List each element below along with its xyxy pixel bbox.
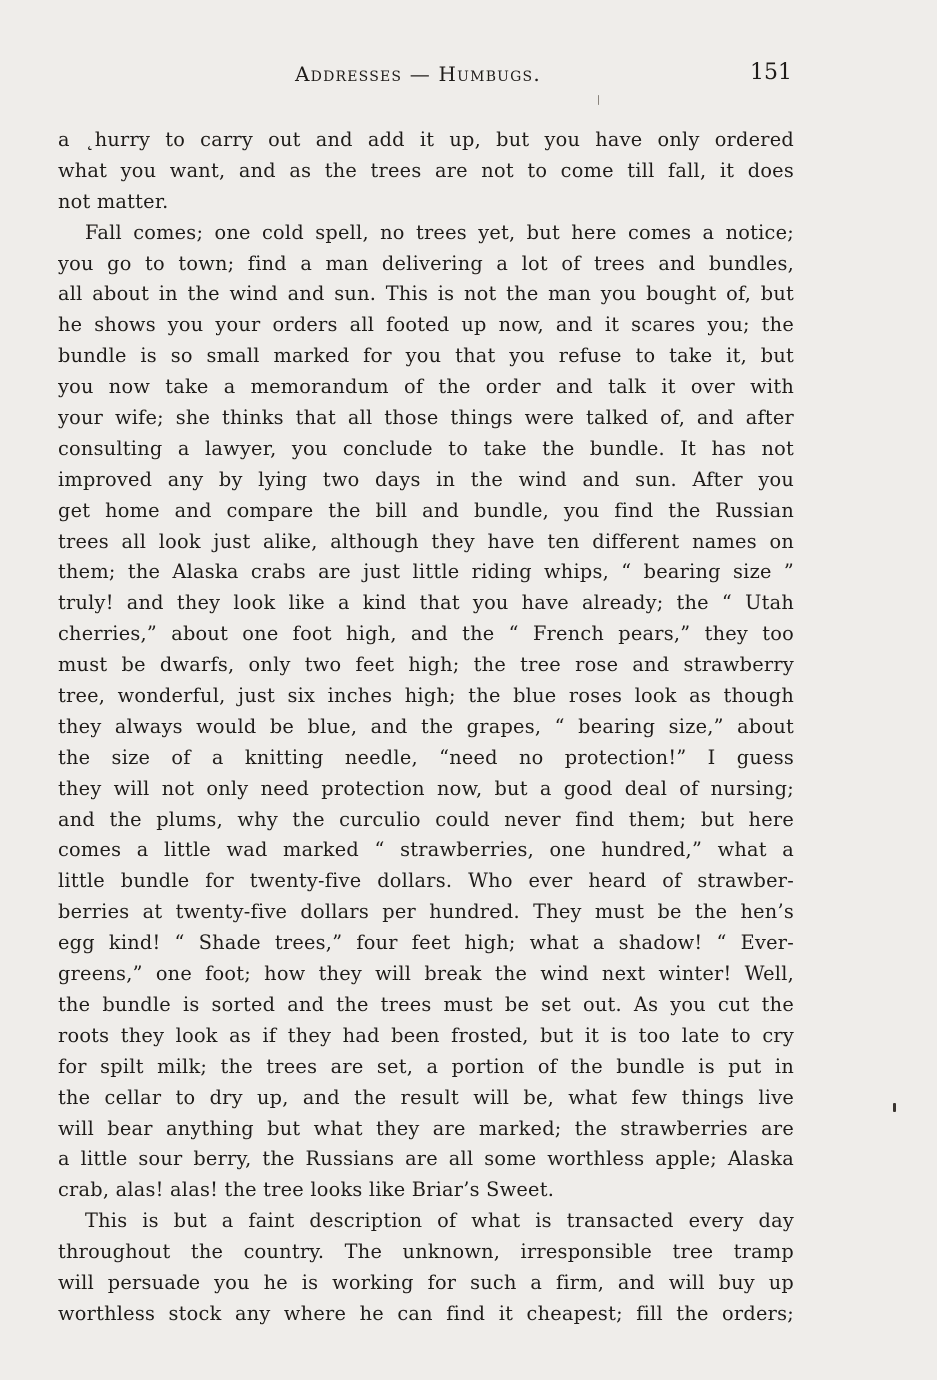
page-header — [0, 62, 937, 92]
text-line: them; the Alaska crabs are just little riding whips, “ bearing size ” — [58, 560, 794, 584]
text-line: greens,” one foot; how they will break the wind next winter! Well, — [58, 962, 794, 986]
text-line: get home and compare the bill and bundle, you find the Russian — [58, 498, 794, 522]
text-line: the size of a knitting needle, “need no protection!” I guess — [58, 745, 794, 769]
text-line: all about in the wind and sun. This is not the man you bought of, but — [58, 282, 794, 306]
text-line: bundle is so small marked for you that you refuse to take it, but — [58, 344, 794, 368]
body-text — [58, 125, 794, 1330]
text-line: must be dwarfs, only two feet high; the tree rose and strawberry — [58, 653, 794, 677]
text-line: for spilt milk; the trees are set, a portion of the bundle is put in — [58, 1054, 794, 1078]
text-line: the bundle is sorted and the trees must be set out. As you cut the — [58, 992, 794, 1016]
text-line: you go to town; find a man delivering a lot of trees and bundles, — [58, 251, 794, 275]
text-line: berries at twenty-five dollars per hundred. They must be the hen’s — [58, 900, 794, 924]
text-line: your wife; she thinks that all those things were talked of, and after — [58, 406, 794, 430]
text-line: they always would be blue, and the grapes, “ bearing size,” about — [58, 714, 794, 738]
page-number: 151 — [750, 60, 792, 85]
text-line: cherries,” about one foot high, and the “ French pears,” they too — [58, 622, 794, 646]
text-line: a ˛hurry to carry out and add it up, but you have only ordered — [58, 128, 794, 151]
paper-speck — [893, 1103, 896, 1112]
text-line: they will not only need protection now, but a good deal of nursing; — [58, 776, 794, 800]
text-line: egg kind! “ Shade trees,” four feet high; what a shadow! “ Ever- — [58, 931, 794, 955]
text-line: he shows you your orders all footed up now, and it scares you; the — [58, 313, 794, 337]
text-line: you now take a memorandum of the order and talk it over with — [58, 375, 794, 399]
text-line: not matter. — [58, 189, 169, 213]
text-line: consulting a lawyer, you conclude to take the bundle. It has not — [58, 436, 794, 460]
text-line: little bundle for twenty-five dollars. Who ever heard of strawber- — [58, 869, 794, 893]
text-line: This is but a faint description of what is transacted every day — [85, 1209, 794, 1233]
running-head: Addresses — Humbugs. — [295, 62, 541, 86]
text-line: a little sour berry, the Russians are all some worthless apple; Alaska — [58, 1147, 794, 1171]
text-line: crab, alas! alas! the tree looks like Briar’s Sweet. — [58, 1178, 555, 1202]
text-line: throughout the country. The unknown, irresponsible tree tramp — [58, 1240, 794, 1264]
paper-speck — [598, 95, 599, 105]
text-line: improved any by lying two days in the wind and sun. After you — [58, 467, 794, 491]
text-line: roots they look as if they had been frosted, but it is too late to cry — [58, 1023, 794, 1047]
text-line: will bear anything but what they are marked; the strawberries are — [58, 1116, 794, 1140]
text-line: Fall comes; one cold spell, no trees yet, but here comes a notice; — [85, 220, 794, 244]
text-line: worthless stock any where he can find it cheapest; fill the orders; — [58, 1301, 794, 1325]
text-line: and the plums, why the curculio could never find them; but here — [58, 807, 794, 831]
text-line: tree, wonderful, just six inches high; the blue roses look as though — [58, 684, 794, 708]
text-line: trees all look just alike, although they have ten different names on — [58, 529, 794, 553]
text-line: will persuade you he is working for such a firm, and will buy up — [58, 1270, 794, 1294]
text-line: truly! and they look like a kind that you have already; the “ Utah — [58, 591, 794, 615]
text-line: the cellar to dry up, and the result will be, what few things live — [58, 1085, 794, 1109]
text-line: comes a little wad marked “ strawberries, one hundred,” what a — [58, 838, 794, 862]
text-line: what you want, and as the trees are not to come till fall, it does — [58, 158, 794, 182]
